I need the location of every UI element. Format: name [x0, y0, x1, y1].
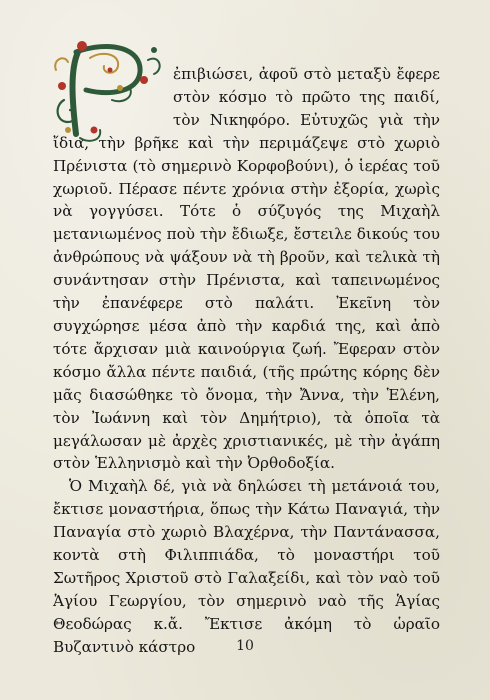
page-number: 10 [236, 638, 254, 654]
body-text [53, 63, 440, 659]
paragraph-2: Ὁ Μιχαὴλ δέ, γιὰ νὰ δηλώσει τὴ μετάνοιά του, ἔκτισε μοναστήρια, ὅπως τὴν Κάτω Παναγιά, τὴν Παναγία στὸ χωριὸ Βλαχέρνα, τὴν Παντάνασσα, κοντὰ στὴ Φιλιππιάδα, τὸ μοναστήρι τοῦ Σωτῆρος Χριστοῦ στὸ Γαλαξείδι, καὶ τὸν ναὸ τοῦ Ἁγίου Γεωργίου, τὸν σημερινὸ ναὸ τῆς Ἁγίας Θεοδώρας κ.ἄ. Ἔκτισε ἀκόμη τὸ ὡραῖο Βυζαντινὸ κάστρο [53, 477, 440, 656]
paragraph-1: ἐπιβιώσει, ἀφοῦ στὸ μεταξὺ ἔφερε στὸν κόσμο τὸ πρῶτο της παιδί, τὸν Νικηφόρο. Εὐτυχῶς γιὰ τὴν ἴδια, τὴν βρῆκε καὶ τὴν περιμάζεψε στὸ χωριὸ Πρένιστα (τὸ σημερινὸ Κορφοβούνι), ὁ ἱερέας τοῦ χωριοῦ. Πέρασε πέντε χρόνια στὴν ἐξορία, χωρὶς νὰ γογγύσει. Τότε ὁ σύζυγός της Μιχαὴλ μετανιωμένος ποὺ τὴν ἔδιωξε, ἔστειλε δικούς του ἀνθρώπους νὰ ψάξουν νὰ τὴ βροῦν, καὶ τελικὰ τὴ συνάντησαν στὴν Πρένιστα, καὶ ταπεινωμένος τὴν ἐπανέφερε στὸ παλάτι. Ἐκεῖνη τὸν συγχώρησε μέσα ἀπὸ τὴν καρδιά της, καὶ ἀπὸ τότε ἄρχισαν μιὰ καινούργια ζωή. Ἔφεραν στὸν κόσμο ἄλλα πέντε παιδιά, (τῆς πρώτης κόρης δὲν μᾶς διασώθηκε τὸ ὄνομα, τὴν Ἄννα, τὴν Ἑλένη, τὸν Ἰωάννη καὶ τὸν Δημήτριο), τὰ ὁποῖα τὰ μεγάλωσαν μὲ ἀρχὲς χριστιανικές, μὲ τὴν ἀγάπη στὸν Ἑλληνισμὸ καὶ τὴν Ὀρθοδοξία. [53, 65, 440, 473]
